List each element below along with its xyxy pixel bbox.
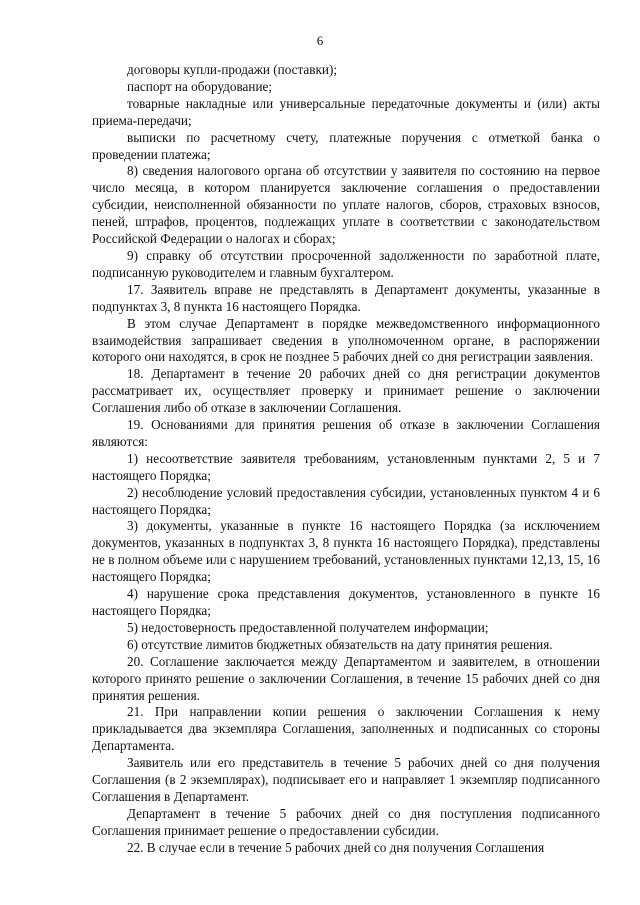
paragraph: 19. Основаниями для принятия решения об отказе в заключении Соглашения являются: [92, 417, 600, 449]
paragraph: 22. В случае если в течение 5 рабочих дней со дня получения Соглашения [127, 839, 545, 855]
paragraph: 2) несоблюдение условий предоставления субсидии, установленных пунктом 4 и 6 настоящего Порядка; [92, 484, 600, 517]
paragraph: 18. Департамент в течение 20 рабочих дней со дня регистрации документов рассматривает их, осуществляет проверку и принимает решение о заключении Соглашения либо об отказе в заключении Соглашения. [92, 366, 600, 416]
paragraph: товарные накладные или универсальные передаточные документы и (или) акты приема-передачи; [92, 95, 600, 128]
paragraph: выписки по расчетному счету, платежные поручения с отметкой банка о проведении платежа; [92, 129, 600, 162]
paragraph: 5) недостоверность предоставленной получателем информации; [127, 619, 489, 635]
paragraph: 3) документы, указанные в пункте 16 настоящего Порядка (за исключением документов, указанных в подпунктах 3, 8 пункта 16 настоящего Порядка), представлены не в полном объеме или с нарушением требований, установленных пунктами 12,13, 15, 16 настоящего Порядка; [92, 518, 600, 585]
paragraph: Департамент в течение 5 рабочих дней со дня поступления подписанного Соглашения принимает решение о предоставлении субсидии. [92, 805, 600, 838]
paragraph: 17. Заявитель вправе не представлять в Департамент документы, указанные в подпунктах 3, 8 пункта 16 настоящего Порядка. [92, 281, 600, 314]
paragraph: 4) нарушение срока представления документов, установленного в пункте 16 настоящего Порядка; [92, 586, 600, 618]
paragraph: 6) отсутствие лимитов бюджетных обязательств на дату принятия решения. [127, 636, 553, 652]
paragraph: 9) справку об отсутствии просроченной задолженности по заработной плате, подписанную руководителем и главным бухгалтером. [92, 247, 600, 280]
paragraph: 21. При направлении копии решения о заключении Соглашения к нему прикладывается два экземпляра Соглашения, заполненных и подписанных со стороны Департамента. [92, 704, 600, 754]
paragraph: паспорт на оборудование; [127, 78, 273, 94]
paragraph: договоры купли-продажи (поставки); [127, 62, 338, 77]
paragraph: 20. Соглашение заключается между Департаментом и заявителем, в отношении которого принято решение о заключении Соглашения, в течение 15 рабочих дней со дня принятия решения. [92, 653, 600, 703]
paragraph: 1) несоответствие заявителя требованиям, установленным пунктами 2, 5 и 7 настоящего Порядка; [92, 450, 600, 483]
page-number: 6 [316, 33, 324, 48]
paragraph: В этом случае Департамент в порядке межведомственного информационного взаимодействия запрашивает сведения в уполномоченном органе, в распоряжении которого они находятся, в срок не позднее 5 рабочих дней со дня регистрации заявления. [92, 315, 600, 365]
document-body [92, 62, 600, 857]
paragraph: 8) сведения налогового органа об отсутствии у заявителя по состоянию на первое число месяца, в котором планируется заключение соглашения о предоставлении субсидии, неисполненной обязанности по уплате налогов, сборов, страховых взносов, пеней, штрафов, процентов, подлежащих уплате в соответствии с законодательством Российской Федерации о налогах и сборах; [92, 163, 600, 247]
paragraph: Заявитель или его представитель в течение 5 рабочих дней со дня получения Соглашения (в 2 экземплярах), подписывает его и направляет 1 экземпляр подписанного Соглашения в Департамент. [92, 755, 600, 804]
